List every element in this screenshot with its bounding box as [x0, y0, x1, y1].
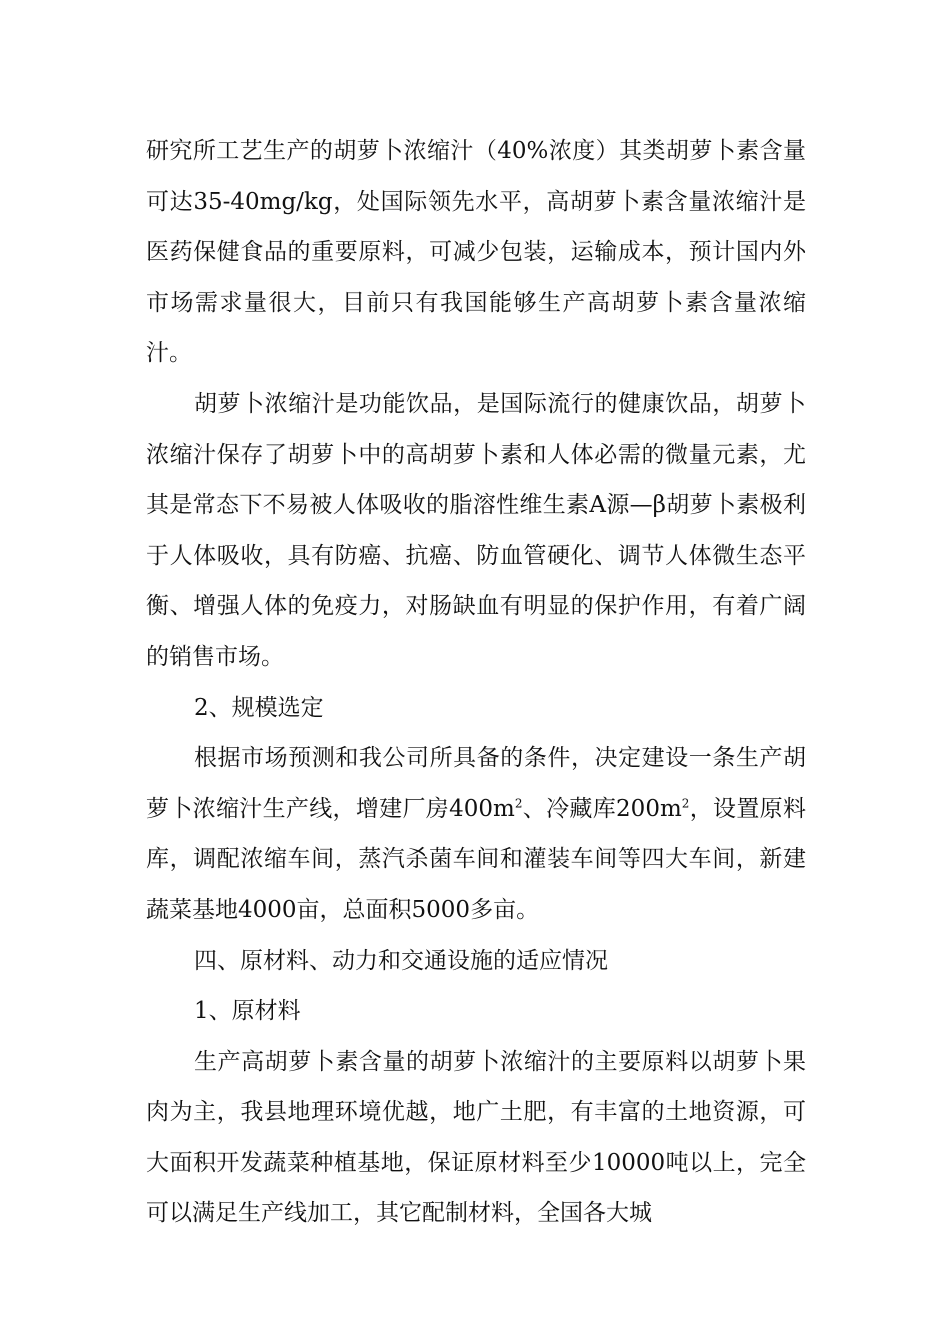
paragraph-text: 生产高胡萝卜素含量的胡萝卜浓缩汁的主要原料以胡萝卜果肉为主，我县地理环境优越，地广土肥，有丰富的土地资源，可大面积开发蔬菜种植基地，保证原材料至少10000吨以上，完全可以满足生产线加工，其它配制材料，全国各大城: [146, 1048, 806, 1227]
paragraph-health-benefits: [146, 379, 806, 683]
heading-text: 1、原材料: [194, 998, 301, 1025]
superscript: 2: [681, 796, 690, 811]
document-body: [146, 126, 806, 1239]
subheading-scale-selection: [146, 683, 806, 734]
paragraph-text: 胡萝卜浓缩汁是功能饮品，是国际流行的健康饮品，胡萝卜浓缩汁保存了胡萝卜中的高胡萝卜素和人体必需的微量元素，尤其是常态下不易被人体吸收的脂溶性维生素A源—β胡萝卜素极利于人体吸收，具有防癌、抗癌、防血管硬化、调节人体微生态平衡、增强人体的免疫力，对肠缺血有明显的保护作用，有着广阔的销售市场。: [146, 390, 806, 670]
superscript: 2: [514, 796, 523, 811]
subheading-raw-materials: [146, 986, 806, 1037]
paragraph-text: 、冷藏库200m: [522, 795, 682, 822]
heading-text: 2、规模选定: [194, 694, 324, 721]
heading-text: 四、原材料、动力和交通设施的适应情况: [194, 947, 608, 974]
paragraph-text: 根据市场预测和我公司所具备的条件，决定建设一条生产胡萝卜浓缩汁生产线，增建厂房400m: [146, 745, 806, 822]
section-heading-four: [146, 936, 806, 987]
paragraph-product-intro: [146, 126, 806, 379]
paragraph-raw-materials: [146, 1037, 806, 1239]
paragraph-text: ，设置原料库，调配浓缩车间，蒸汽杀菌车间和灌装车间等四大车间，新建蔬菜基地4000亩，总面积5000多亩。: [146, 795, 806, 923]
paragraph-scale: [146, 733, 806, 935]
paragraph-text: 研究所工艺生产的胡萝卜浓缩汁（40%浓度）其类胡萝卜素含量可达35-40mg/kg，处国际领先水平，高胡萝卜素含量浓缩汁是医药保健食品的重要原料，可减少包装，运输成本，预计国内外市场需求量很大，目前只有我国能够生产高胡萝卜素含量浓缩汁。: [146, 138, 806, 367]
